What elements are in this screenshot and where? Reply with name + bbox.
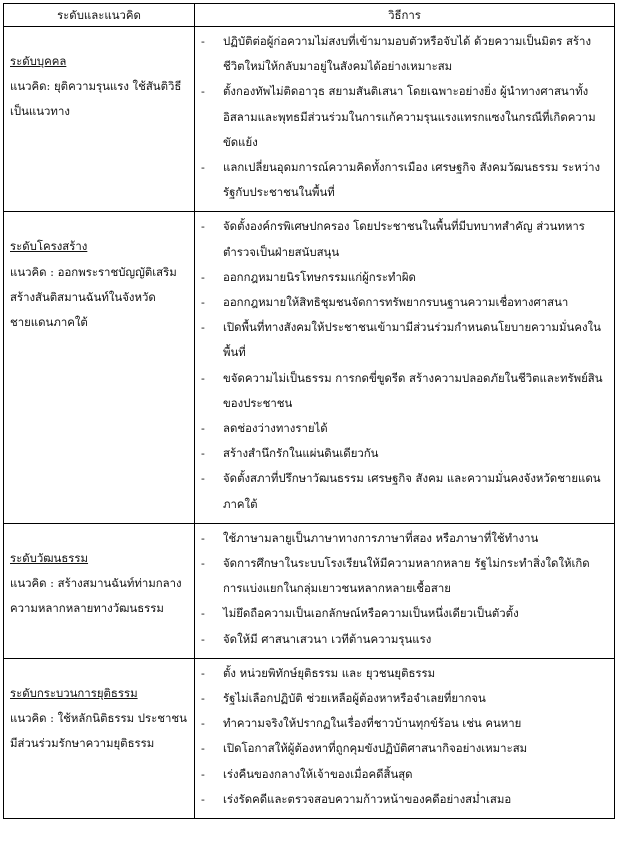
- method-text: เปิดพื้นที่ทางสังคมให้ประชาชนเข้ามามีส่วนร่วมกำหนดนโยบายความมั่นคงในพื้นที่: [223, 320, 601, 360]
- dash-bullet-icon: -: [201, 741, 205, 756]
- table-row: [4, 658, 615, 818]
- table-row: [4, 212, 615, 523]
- dash-bullet-icon: -: [201, 556, 205, 571]
- method-cell: [195, 212, 615, 523]
- list-item: [201, 661, 608, 686]
- dash-bullet-icon: -: [201, 370, 205, 385]
- method-text: ตั้งกองทัพไม่ติดอาวุธ สยามสันติเสนา โดยเฉพาะอย่างยิ่ง ผู้นำทางศาสนาทั้งอิสลามและพุทธมีส่วนร่วมในการแก้ความรุนแรงแทรกแซงในกรณีที่เกิดความขัดแย้ง: [223, 84, 596, 149]
- dash-bullet-icon: -: [201, 295, 205, 310]
- method-list: [201, 526, 608, 652]
- dash-bullet-icon: -: [201, 665, 205, 680]
- list-item: [201, 214, 608, 264]
- list-item: [201, 551, 608, 601]
- dash-bullet-icon: -: [201, 84, 205, 99]
- method-text: ไม่ยึดถือความเป็นเอกลักษณ์หรือความเป็นหนึ่งเดียวเป็นตัวตั้ง: [223, 606, 519, 621]
- dash-bullet-icon: -: [201, 269, 205, 284]
- method-text: รัฐไม่เลือกปฏิบัติ ช่วยเหลือผู้ต้องหาหรือจำเลยที่ยากจน: [223, 691, 486, 706]
- list-item: [201, 416, 608, 441]
- list-item: [201, 366, 608, 416]
- level-cell: [4, 523, 195, 658]
- level-concept: แนวคิด : สร้างสมานฉันท์ท่ามกลางความหลากหลายทางวัฒนธรรม: [10, 576, 182, 616]
- list-item: [201, 265, 608, 290]
- list-item: [201, 627, 608, 652]
- list-item: [201, 601, 608, 626]
- list-item: [201, 686, 608, 711]
- list-item: [201, 762, 608, 787]
- list-item: [201, 315, 608, 365]
- dash-bullet-icon: -: [201, 320, 205, 335]
- level-cell: [4, 212, 195, 523]
- method-text: เร่งคืนของกลางให้เจ้าของเมื่อคดีสิ้นสุด: [223, 766, 413, 781]
- method-list: [201, 661, 608, 812]
- list-item: [201, 29, 608, 79]
- method-cell: [195, 658, 615, 818]
- dash-bullet-icon: -: [201, 446, 205, 461]
- method-text: จัดให้มี ศาสนาเสวนา เวทีต้านความรุนแรง: [223, 631, 432, 646]
- table-body: [4, 27, 615, 819]
- method-text: ตั้ง หน่วยพิทักษ์ยุติธรรม และ ยุวชนยุติธรรม: [223, 665, 436, 680]
- method-text: จัดการศึกษาในระบบโรงเรียนให้มีความหลากหลาย รัฐไม่กระทำสิ่งใดให้เกิดการแบ่งแยกในกลุ่มเยาวชนหลากหลายเชื้อสาย: [223, 556, 590, 596]
- dash-bullet-icon: -: [201, 219, 205, 234]
- method-cell: [195, 27, 615, 212]
- list-item: [201, 466, 608, 516]
- method-text: ออกกฎหมายนิรโทษกรรมแก่ผู้กระทำผิด: [223, 269, 416, 284]
- dash-bullet-icon: -: [201, 421, 205, 436]
- method-text: จัดตั้งองค์กรพิเศษปกครอง โดยประชาชนในพื้นที่มีบทบาทสำคัญ ส่วนทหาร ตำรวจเป็นฝ่ายสนับสนุน: [223, 219, 585, 259]
- list-item: [201, 155, 608, 205]
- method-text: ขจัดความไม่เป็นธรรม การกดขี่ขูดรีด สร้างความปลอดภัยในชีวิตและทรัพย์สินของประชาชน: [223, 370, 603, 410]
- method-text: ออกกฎหมายให้สิทธิชุมชนจัดการทรัพยากรบนฐานความเชื่อทางศาสนา: [223, 295, 569, 310]
- dash-bullet-icon: -: [201, 716, 205, 731]
- dash-bullet-icon: -: [201, 471, 205, 486]
- list-item: [201, 736, 608, 761]
- method-list: [201, 29, 608, 205]
- level-cell: [4, 658, 195, 818]
- method-list: [201, 214, 608, 516]
- method-text: เปิดโอกาสให้ผู้ต้องหาที่ถูกคุมขังปฏิบัติศาสนากิจอย่างเหมาะสม: [223, 741, 528, 756]
- list-item: [201, 290, 608, 315]
- list-item: [201, 526, 608, 551]
- header-method: วิธีการ: [195, 4, 615, 27]
- method-text: เร่งรัดคดีและตรวจสอบความก้าวหน้าของคดีอย่างสม่ำเสมอ: [223, 791, 512, 806]
- dash-bullet-icon: -: [201, 34, 205, 48]
- level-title: ระดับบุคคล: [10, 54, 67, 68]
- level-title: ระดับกระบวนการยุติธรรม: [10, 685, 138, 700]
- list-item: [201, 441, 608, 466]
- header-row: [4, 4, 615, 27]
- method-text: ใช้ภาษามลายูเป็นภาษาทางการภาษาที่สอง หรือภาษาที่ใช้ทำงาน: [223, 530, 539, 545]
- method-text: ทำความจริงให้ปรากฏในเรื่องที่ชาวบ้านทุกข์ร้อน เช่น คนหาย: [223, 716, 522, 731]
- level-concept: แนวคิด: ยุติความรุนแรง ใช้สันติวิธีเป็นแนวทาง: [10, 79, 182, 119]
- method-text: สร้างสำนึกรักในแผ่นดินเดียวกัน: [223, 446, 379, 461]
- dash-bullet-icon: -: [201, 766, 205, 781]
- level-title: ระดับโครงสร้าง: [10, 239, 88, 254]
- method-cell: [195, 523, 615, 658]
- level-cell: [4, 27, 195, 212]
- method-text: แลกเปลี่ยนอุดมการณ์ความคิดทั้งการเมือง เศรษฐกิจ สังคมวัฒนธรรม ระหว่างรัฐกับประชาชนในพื้นที่: [223, 160, 601, 200]
- dash-bullet-icon: -: [201, 791, 205, 806]
- method-text: ลดช่องว่างทางรายได้: [223, 421, 328, 436]
- list-item: [201, 711, 608, 736]
- table-row: [4, 523, 615, 658]
- dash-bullet-icon: -: [201, 691, 205, 706]
- header-level: ระดับและแนวคิด: [4, 4, 195, 27]
- dash-bullet-icon: -: [201, 530, 205, 545]
- level-concept: แนวคิด : ออกพระราชบัญญัติเสริมสร้างสันติสมานฉันท์ในจังหวัดชายแดนภาคใต้: [10, 264, 177, 330]
- dash-bullet-icon: -: [201, 631, 205, 646]
- list-item: [201, 787, 608, 812]
- dash-bullet-icon: -: [201, 606, 205, 621]
- method-text: จัดตั้งสภาที่ปรึกษาวัฒนธรรม เศรษฐกิจ สังคม และความมั่นคงจังหวัดชายแดนภาคใต้: [223, 471, 601, 511]
- approach-table: [3, 3, 615, 819]
- level-concept: แนวคิด : ใช้หลักนิติธรรม ประชาชนมีส่วนร่วมรักษาความยุติธรรม: [10, 711, 187, 751]
- table-row: [4, 27, 615, 212]
- level-title: ระดับวัฒนธรรม: [10, 550, 89, 565]
- list-item: [201, 79, 608, 155]
- dash-bullet-icon: -: [201, 160, 205, 175]
- method-text: ปฏิบัติต่อผู้ก่อความไม่สงบที่เข้ามามอบตัวหรือจับได้ ด้วยความเป็นมิตร สร้างชีวิตใหม่ให้กลับมาอยู่ในสังคมได้อย่างเหมาะสม: [223, 34, 592, 74]
